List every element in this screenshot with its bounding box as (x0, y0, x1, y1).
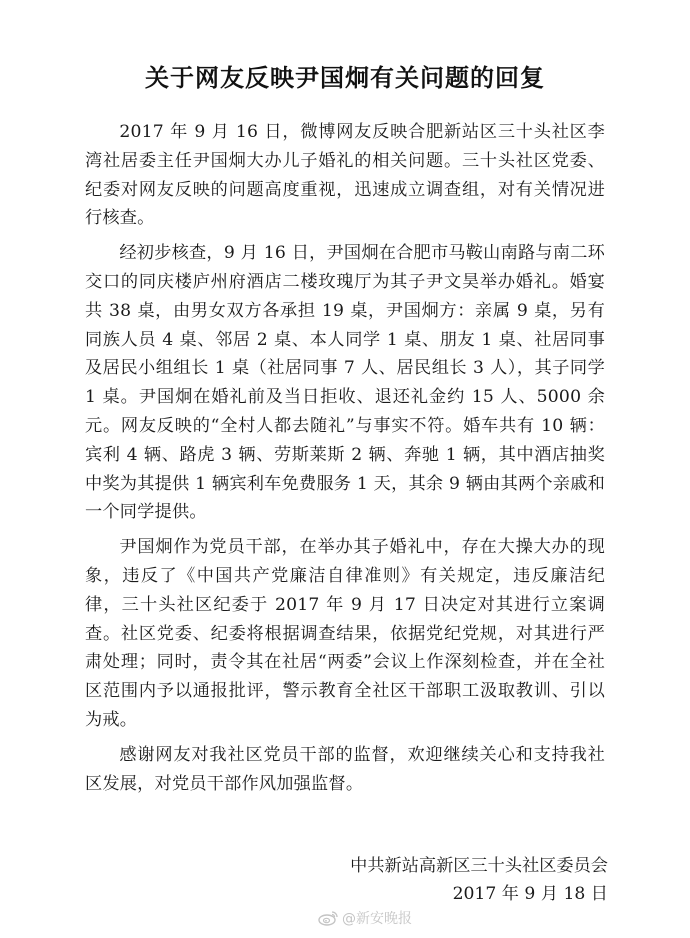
paragraph-1: 2017 年 9 月 16 日，微博网友反映合肥新站区三十头社区李湾社居委主任尹国炯大办儿子婚礼的相关问题。三十头社区党委、纪委对网友反映的问题高度重视，迅速成立调查组，对有关情况进行核查。 (85, 122, 605, 229)
paragraph-4: 感谢网友对我社区党员干部的监督，欢迎继续关心和支持我社区发展，对党员干部作风加强监督。 (85, 744, 605, 794)
signature-date: 2017 年 9 月 18 日 (452, 884, 608, 904)
paragraph-3: 尹国炯作为党员干部，在举办其子婚礼中，存在大操大办的现象，违反了《中国共产党廉洁自律准则》有关规定，违反廉洁纪律，三十头社区纪委于 2017 年 9 月 17 日决定对其进行立案调查。社区党委、纪委将根据调查结果，依据党纪党规，对其进行严肃处理；同时，责令其在社居“两委”会议上作深刻检查，并在全社区范围内予以通报批评，警示教育全社区干部职工汲取教训、引以为戒。 (85, 537, 605, 730)
watermark (318, 908, 412, 928)
weibo-icon (318, 910, 338, 926)
document-body (85, 118, 605, 804)
signature-block (350, 852, 608, 908)
signature-organization: 中共新站高新区三十头社区委员会 (350, 856, 608, 876)
paragraph-2: 经初步核查，9 月 16 日，尹国炯在合肥市马鞍山南路与南二环交口的同庆楼庐州府酒店二楼玫瑰厅为其子尹文昊举办婚礼。婚宴共 38 桌，由男女双方各承担 19 桌，尹国炯方：亲属 9 桌，另有同族人员 4 桌、邻居 2 桌、本人同学 1 桌、朋友 1 桌、社居同事及居民小组组长 1 桌（社居同事 7 人、居民组长 3 人），其子同学 1 桌。尹国炯在婚礼前及当日拒收、退还礼金约 15 人、5000 余元。网友反映的“全村人都去随礼”与事实不符。婚车共有 10 辆：宾利 4 辆、路虎 3 辆、劳斯莱斯 2 辆、奔驰 1 辆，其中酒店抽奖中奖为其提供 1 辆宾利车免费服务 1 天，其余 9 辆由其两个亲戚和一个同学提供。 (85, 243, 605, 523)
document-title: 关于网友反映尹国炯有关问题的回复 (145, 64, 545, 92)
watermark-text: @新安晚报 (342, 911, 412, 927)
